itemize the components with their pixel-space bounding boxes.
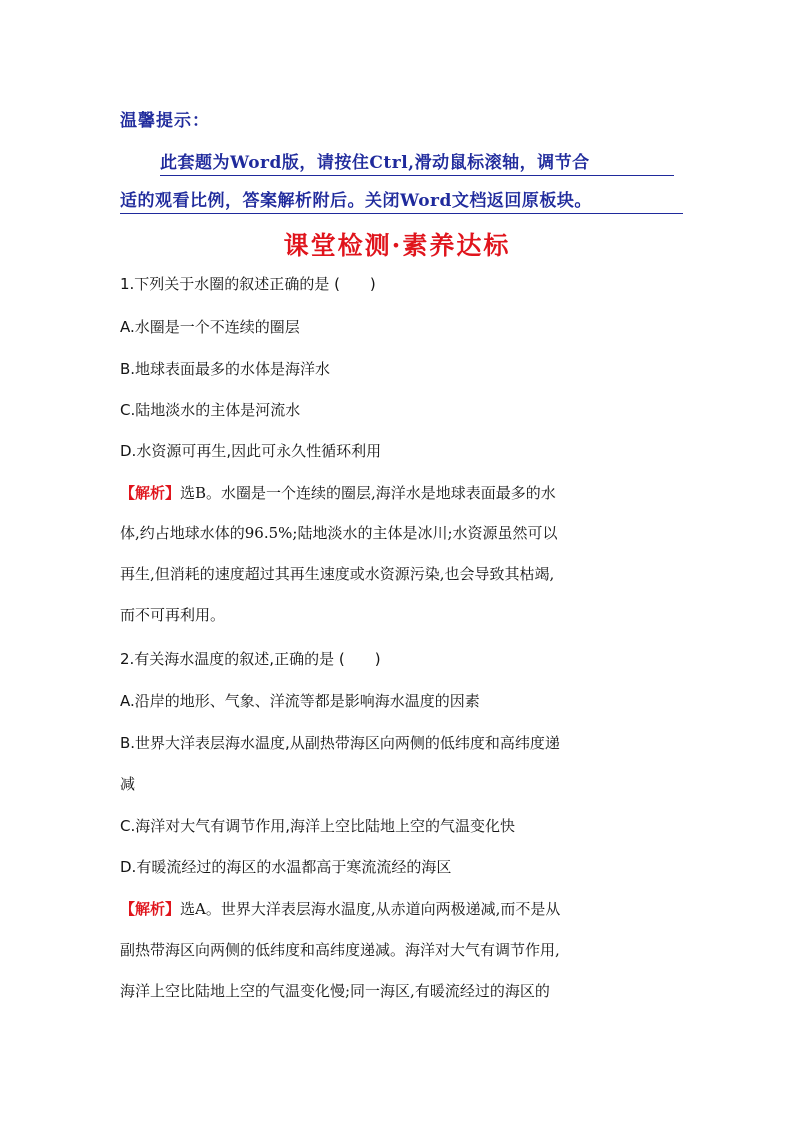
question-1-option-b: B.地球表面最多的水体是海洋水 [120, 360, 331, 378]
section-title: 课堂检测·素养达标 [283, 231, 511, 260]
question-2-analysis-line-1 [120, 898, 560, 919]
question-2-option-b-cont: 减 [120, 775, 136, 793]
question-1-option-d: D.水资源可再生,因此可永久性循环利用 [120, 442, 382, 460]
question-2-option-b: B.世界大洋表层海水温度,从副热带海区向两侧的低纬度和高纬度递 [120, 734, 560, 752]
question-2-option-a: A.沿岸的地形、气象、洋流等都是影响海水温度的因素 [120, 692, 480, 710]
analysis-tag: 【解析】 [120, 484, 181, 502]
analysis-tag: 【解析】 [120, 900, 181, 918]
question-1-option-c: C.陆地淡水的主体是河流水 [120, 401, 301, 419]
question-1-analysis-line-4: 而不可再利用。 [120, 606, 226, 624]
notice-line-1: 此套题为Word版，请按住Ctrl,滑动鼠标滚轴，调节合 [160, 148, 674, 176]
question-1-analysis-line-3: 再生,但消耗的速度超过其再生速度或水资源污染,也会导致其枯竭, [120, 565, 555, 583]
question-2-stem: 2.有关海水温度的叙述,正确的是 ( ) [120, 650, 381, 668]
notice-line-2: 适的观看比例，答案解析附后。关闭Word文档返回原板块。 [120, 186, 683, 214]
analysis-text: 选B。水圈是一个连续的圈层,海洋水是地球表面最多的水 [180, 484, 556, 502]
question-1-analysis-line-1 [120, 482, 556, 503]
question-1-analysis-line-2: 体,约占地球水体的96.5%;陆地淡水的主体是冰川;水资源虽然可以 [120, 524, 558, 542]
question-2-analysis-line-3: 海洋上空比陆地上空的气温变化慢;同一海区,有暖流经过的海区的 [120, 982, 550, 1000]
notice-title: 温馨提示： [120, 111, 210, 131]
question-2-option-c: C.海洋对大气有调节作用,海洋上空比陆地上空的气温变化快 [120, 817, 516, 835]
question-1-option-a: A.水圈是一个不连续的圈层 [120, 318, 300, 336]
question-1-stem: 1.下列关于水圈的叙述正确的是 ( ) [120, 275, 376, 293]
question-2-analysis-line-2: 副热带海区向两侧的低纬度和高纬度递减。海洋对大气有调节作用, [120, 941, 560, 959]
question-2-option-d: D.有暖流经过的海区的水温都高于寒流流经的海区 [120, 858, 452, 876]
analysis-text: 选A。世界大洋表层海水温度,从赤道向两极递减,而不是从 [180, 900, 561, 918]
